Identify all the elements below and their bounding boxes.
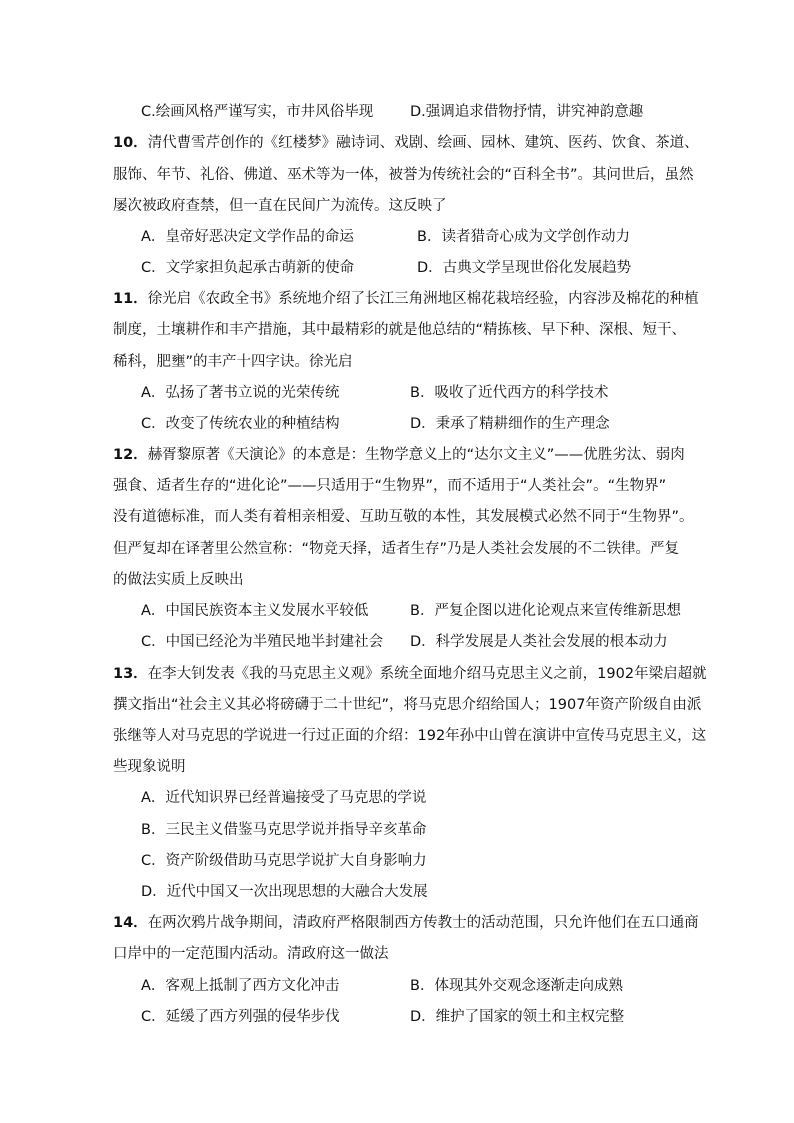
question-13-option-c: C．资产阶级借助马克思学说扩大自身影响力 — [141, 853, 427, 869]
question-12-line-1 — [113, 445, 685, 465]
question-14-option-c: C．延缓了西方列强的侵华步伐 — [141, 1009, 340, 1025]
question-13-number: 13． — [113, 666, 148, 682]
question-10-option-a: A．皇帝好恶决定文学作品的命运 — [141, 229, 354, 245]
question-11-line-1 — [113, 289, 699, 309]
question-12-text: 赫胥黎原著《天演论》的本意是：生物学意义上的“达尔文主义”——优胜劣汰、弱肉 — [147, 447, 685, 463]
question-13-line-4: 些现象说明 — [113, 759, 186, 775]
question-13-line-2: 撰文指出“社会主义其必将磅礴于二十世纪”，将马克思介绍给国人；1907年资产阶级自由派 — [113, 697, 702, 713]
question-12-option-c: C．中国已经沦为半殖民地半封建社会 — [141, 634, 384, 650]
question-10-option-c: C．文学家担负起承古萌新的使命 — [141, 260, 355, 276]
prev-option-c: C.绘画风格严谨写实，市井风俗毕现 — [141, 104, 374, 120]
question-13-option-a: A．近代知识界已经普遍接受了马克思的学说 — [141, 790, 427, 806]
question-13-option-d: D．近代中国又一次出现思想的大融合大发展 — [141, 884, 428, 900]
question-10-text: 清代曹雪芹创作的《红楼梦》融诗词、戏剧、绘画、园林、建筑、医药、饮食、茶道、 — [147, 135, 699, 151]
question-10-line-2: 服饰、年节、礼俗、佛道、巫术等为一体，被誉为传统社会的“百科全书”。其问世后，虽然 — [113, 167, 694, 183]
question-12-line-4: 但严复却在译著里公然宣称：“物竞天择，适者生存”乃是人类社会发展的不二铁律。严复 — [113, 541, 680, 557]
question-12-line-2: 强食、适者生存的“进化论”——只适用于“生物界”，而不适用于“人类社会”。“生物界” — [113, 478, 667, 494]
question-10-line-3: 屡次被政府查禁，但一直在民间广为流传。这反映了 — [113, 198, 447, 214]
question-13-option-b: B．三民主义借鉴马克思学说并指导辛亥革命 — [141, 822, 427, 838]
question-14-option-a: A．客观上抵制了西方文化冲击 — [141, 978, 340, 994]
question-14-option-d: D．维护了国家的领土和主权完整 — [410, 1009, 625, 1025]
question-13-line-3: 张继等人对马克思的学说进一行过正面的介绍：192年孙中山曾在演讲中宣传马克思主义，这 — [113, 728, 707, 744]
prev-option-d: D.强调追求借物抒情，讲究神韵意趣 — [410, 104, 644, 120]
question-12-line-5: 的做法实质上反映出 — [113, 572, 244, 588]
question-12-option-a: A．中国民族资本主义发展水平较低 — [141, 603, 369, 619]
question-14-line-2: 口岸中的一定范围内活动。清政府这一做法 — [113, 946, 389, 962]
question-10-line-1 — [113, 133, 699, 153]
question-13-line-1 — [113, 664, 707, 684]
question-10-option-b: B．读者猎奇心成为文学创作动力 — [417, 229, 630, 245]
question-10-option-d: D．古典文学呈现世俗化发展趋势 — [417, 260, 632, 276]
question-11-line-2: 制度，土壤耕作和丰产措施，其中最精彩的就是他总结的“精拣核、早下种、深根、短干、 — [113, 322, 687, 338]
question-11-line-3: 稀科，肥壅”的丰产十四字诀。徐光启 — [113, 354, 353, 370]
question-12-option-b: B．严复企图以进化论观点来宣传维新思想 — [410, 603, 681, 619]
question-11-text: 徐光启《农政全书》系统地介绍了长江三角洲地区棉花栽培经验，内容涉及棉花的种植 — [147, 291, 699, 307]
question-11-option-c: C．改变了传统农业的种植结构 — [141, 416, 340, 432]
question-11-number: 11． — [113, 291, 148, 307]
question-14-text: 在两次鸦片战争期间，清政府严格限制西方传教士的活动范围，只允许他们在五口通商 — [147, 915, 699, 931]
question-13-text: 在李大钊发表《我的马克思主义观》系统全面地介绍马克思主义之前，1902年梁启超就 — [147, 666, 707, 682]
question-14-line-1 — [113, 913, 699, 933]
question-11-option-b: B．吸收了近代西方的科学技术 — [410, 385, 609, 401]
question-12-option-d: D．科学发展是人类社会发展的根本动力 — [410, 634, 668, 650]
question-12-number: 12． — [113, 447, 148, 463]
question-10-number: 10． — [113, 135, 148, 151]
question-14-number: 14． — [113, 915, 148, 931]
question-11-option-a: A．弘扬了著书立说的光荣传统 — [141, 385, 340, 401]
question-14-option-b: B．体现其外交观念逐渐走向成熟 — [410, 978, 623, 994]
question-11-option-d: D．秉承了精耕细作的生产理念 — [410, 416, 610, 432]
question-12-line-3: 没有道德标准，而人类有着相亲相爱、互助互敬的本性，其发展模式必然不同于“生物界”。 — [113, 509, 694, 525]
